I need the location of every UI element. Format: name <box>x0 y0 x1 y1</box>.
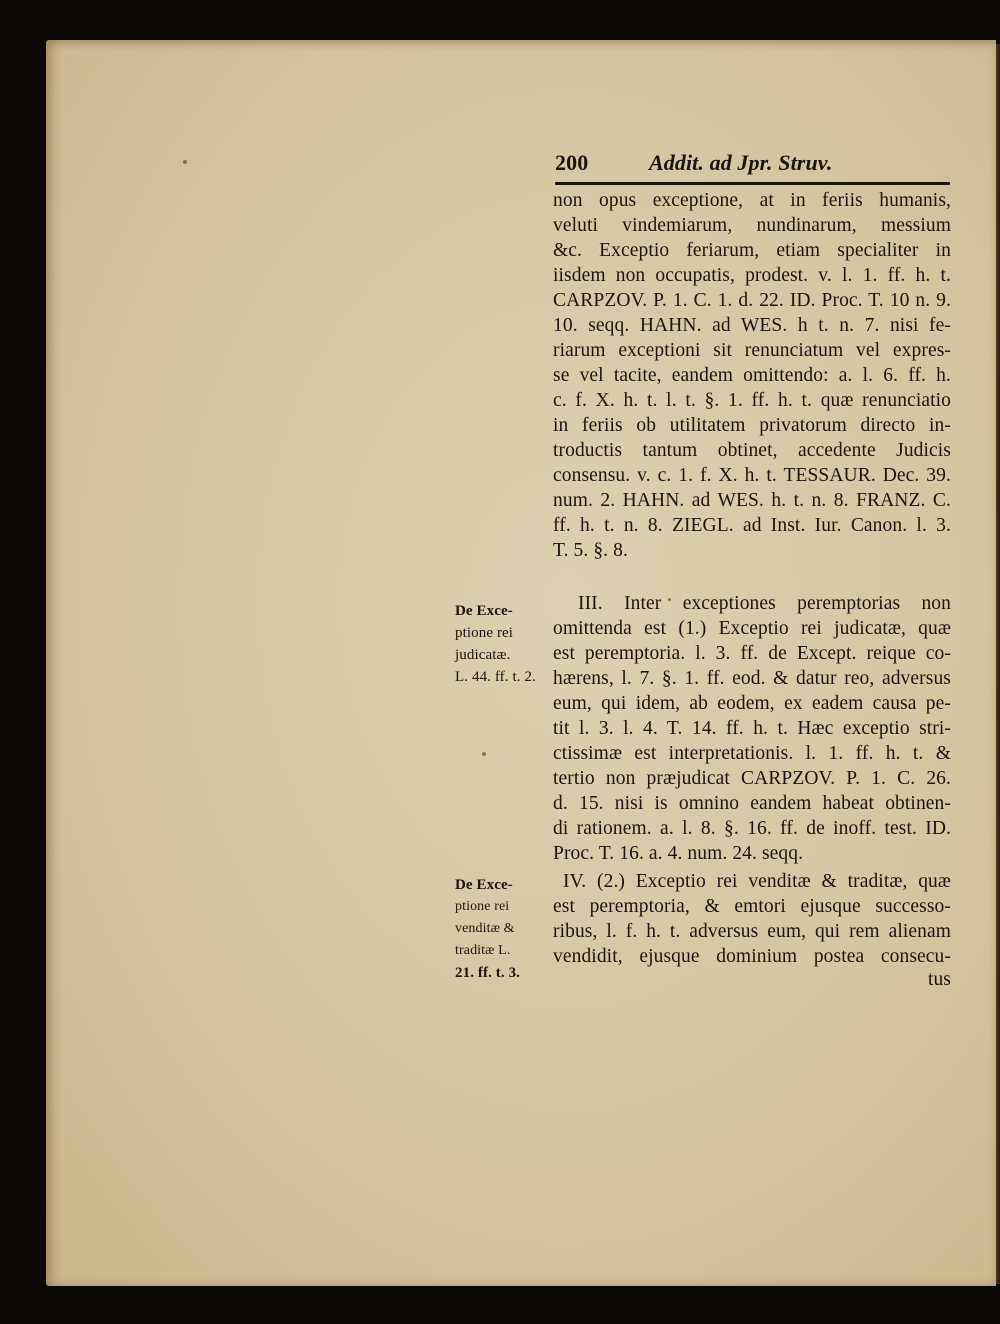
page-number: 200 <box>555 150 589 175</box>
text-line: 10. seqq. HAHN. ad WES. h t. n. 7. nisi fe- <box>553 315 951 336</box>
text-line: est peremptoria, & emtori ejusque successo- <box>553 896 951 917</box>
header-rule <box>555 182 950 185</box>
paper-speck <box>482 752 486 756</box>
page-header <box>555 150 950 180</box>
text-line: CARPZOV. P. 1. C. 1. d. 22. ID. Proc. T. 10 n. 9. <box>553 290 951 311</box>
text-line: eum, qui idem, ab eodem, ex eadem causa pe- <box>553 693 951 714</box>
text-line: di rationem. a. l. 8. §. 16. ff. de inoff. test. ID. <box>553 818 951 839</box>
text-line: vendidit, ejusque dominium postea consecu- <box>553 946 951 967</box>
text-line: c. f. X. h. t. l. t. §. 1. ff. h. t. quæ renunciatio <box>553 390 951 411</box>
text-line: d. 15. nisi is omnino eandem habeat obtinen- <box>553 793 951 814</box>
text-line: veluti vindemiarum, nundinarum, messium <box>553 215 951 236</box>
margin-note-res-judicata <box>455 600 545 688</box>
margin-note-line: venditæ & <box>455 921 515 936</box>
text-line: in feriis ob utilitatem privatorum directo in- <box>553 415 951 436</box>
text-line: consensu. v. c. 1. f. X. h. t. TESSAUR. Dec. 39. <box>553 465 951 486</box>
text-line: ctissimæ est interpretationis. l. 1. ff. h. t. & <box>553 743 951 764</box>
text-line: troductis tantum obtinet, accedente Judicis <box>553 440 951 461</box>
text-line: non opus exceptione, at in feriis humanis, <box>553 190 951 211</box>
paper-speck <box>183 160 187 164</box>
margin-note-line: De Exce- <box>455 603 513 619</box>
text-line: omittenda est (1.) Exceptio rei judicatæ, quæ <box>553 618 951 639</box>
text-line: ribus, l. f. h. t. adversus eum, qui rem alienam <box>553 921 951 942</box>
text-line: hærens, l. 7. §. 1. ff. eod. & datur reo, adversus <box>553 668 951 689</box>
margin-note-res-vendita <box>455 874 545 984</box>
catchword: tus <box>927 969 951 990</box>
text-line: se vel tacite, eandem omittendo: a. l. 6. ff. h. <box>553 365 951 386</box>
paragraph-III-start: III. Inter exceptiones peremptorias non <box>578 593 951 614</box>
margin-note-line: traditæ L. <box>455 943 511 958</box>
margin-note-line: L. 44. ff. t. 2. <box>455 669 536 685</box>
text-line: ff. h. t. n. 8. ZIEGL. ad Inst. Iur. Canon. l. 3. <box>553 515 951 536</box>
text-line: iisdem non occupatis, prodest. v. l. 1. ff. h. t. <box>553 265 951 286</box>
text-line: num. 2. HAHN. ad WES. h. t. n. 8. FRANZ. C. <box>553 490 951 511</box>
text-line: T. 5. §. 8. <box>553 540 628 561</box>
paragraph-IV-start: IV. (2.) Exceptio rei venditæ & traditæ, quæ <box>563 871 951 892</box>
text-line: tit l. 3. l. 4. T. 14. ff. h. t. Hæc exceptio stri- <box>553 718 951 739</box>
margin-note-line: ptione rei <box>455 899 510 914</box>
margin-note-line: 21. ff. t. 3. <box>455 965 521 981</box>
margin-note-line: ptione rei <box>455 625 514 641</box>
margin-note-line: De Exce- <box>455 877 513 893</box>
text-line: Proc. T. 16. a. 4. num. 24. seqq. <box>553 843 804 864</box>
text-line: tertio non præjudicat CARPZOV. P. 1. C. 26. <box>553 768 951 789</box>
text-line: &c. Exceptio feriarum, etiam specialiter in <box>553 240 951 261</box>
margin-note-line: judicatæ. <box>455 647 511 663</box>
text-line: est peremptoria. l. 3. ff. de Except. reique co- <box>553 643 951 664</box>
running-title: Addit. ad Jpr. Struv. <box>649 150 833 175</box>
text-line: riarum exceptioni sit renunciatum vel expres- <box>553 340 951 361</box>
